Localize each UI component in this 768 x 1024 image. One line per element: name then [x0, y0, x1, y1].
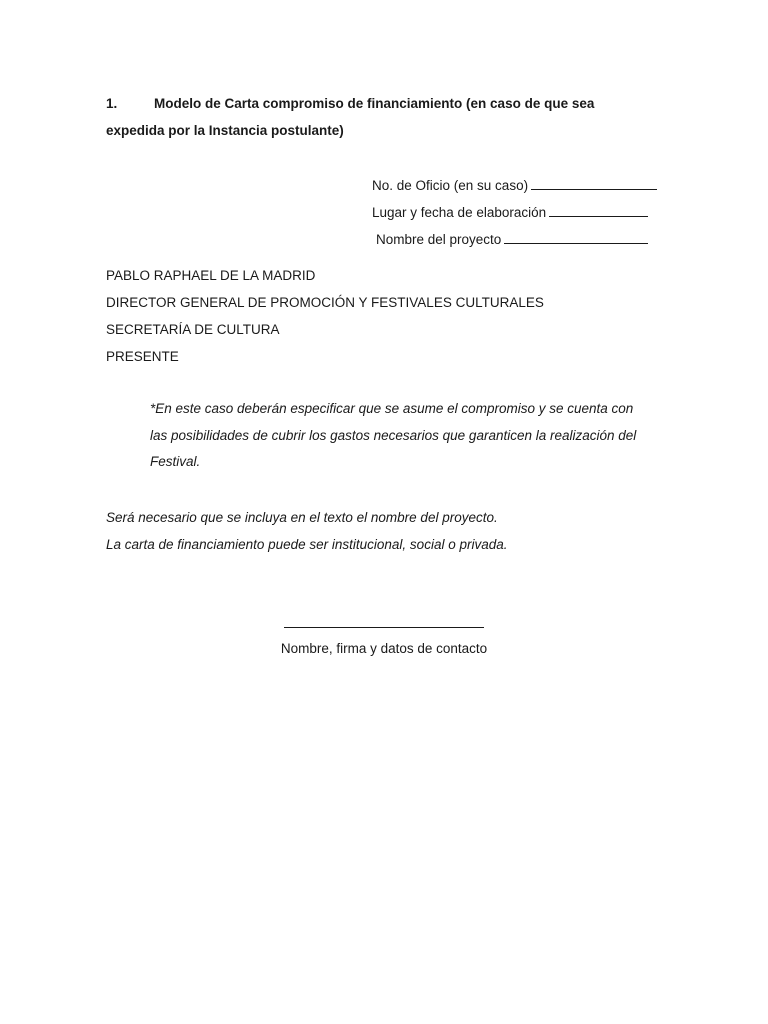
- section-heading: [106, 90, 646, 144]
- recipient-salutation: PRESENTE: [106, 349, 179, 364]
- section-title: Modelo de Carta compromiso de financiamiento (en caso de que sea expedida por la Instancia postulante): [106, 96, 595, 138]
- signature-line: [284, 627, 484, 628]
- field-oficio-label: No. de Oficio (en su caso): [372, 178, 529, 193]
- recipient-organization: SECRETARÍA DE CULTURA: [106, 322, 280, 337]
- recipient-position: DIRECTOR GENERAL DE PROMOCIÓN Y FESTIVALES CULTURALES: [106, 295, 544, 310]
- field-proyecto-blank: [504, 231, 648, 244]
- signature-label: Nombre, firma y datos de contacto: [280, 641, 488, 656]
- remarks-block: [106, 504, 666, 558]
- header-fields: [372, 172, 672, 253]
- remark-line: Será necesario que se incluya en el texto el nombre del proyecto.: [106, 510, 498, 525]
- section-number: 1.: [106, 96, 118, 111]
- field-lugar-fecha: [372, 199, 672, 226]
- recipient-block: [106, 262, 666, 370]
- field-lugar-fecha-label: Lugar y fecha de elaboración: [372, 205, 547, 220]
- field-lugar-fecha-blank: [549, 204, 648, 217]
- recipient-name: PABLO RAPHAEL DE LA MADRID: [106, 268, 316, 283]
- field-proyecto: [372, 226, 672, 253]
- instruction-note: *En este caso deberán especificar que se asume el compromiso y se cuenta con las posibilidades de cubrir los gastos necesarios que garanticen la realización del Festival.: [150, 401, 637, 469]
- field-proyecto-label: Nombre del proyecto: [376, 232, 502, 247]
- remark-line: La carta de financiamiento puede ser institucional, social o privada.: [106, 537, 508, 552]
- field-oficio: [372, 172, 672, 199]
- field-oficio-blank: [531, 177, 657, 190]
